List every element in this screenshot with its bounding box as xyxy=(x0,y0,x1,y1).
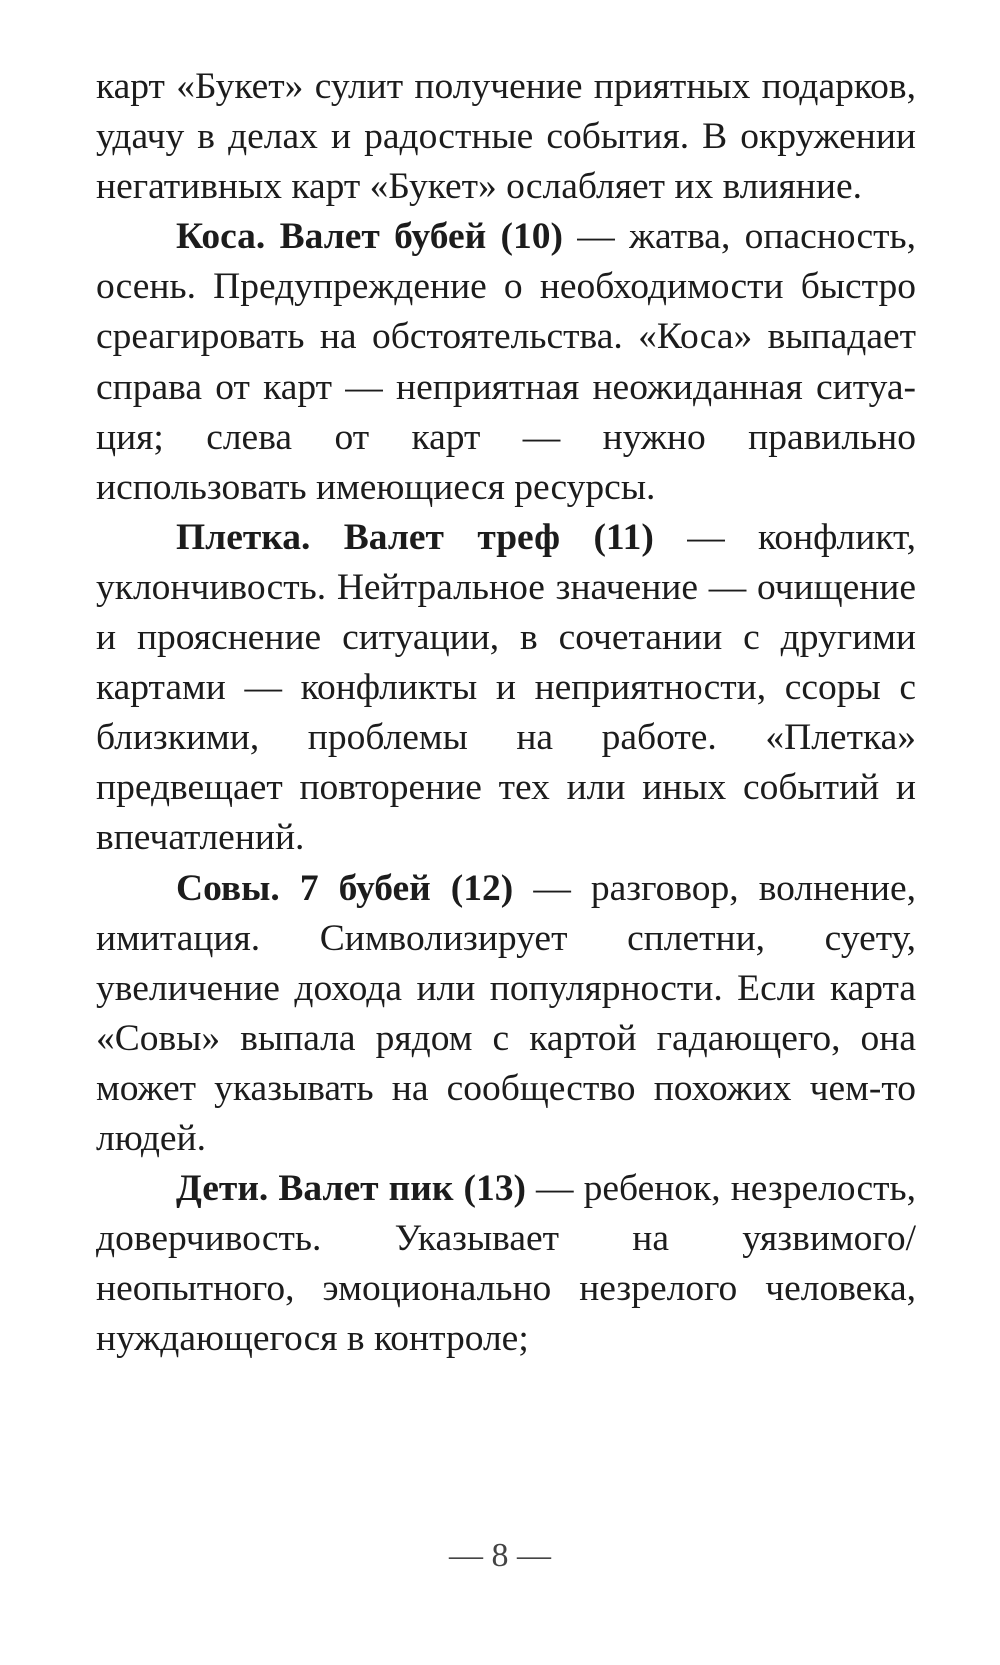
page-text xyxy=(96,62,916,1364)
paragraph-bouquet-continuation xyxy=(96,62,916,212)
paragraph-text: карт «Букет» сулит получение приятных подарков, удачу в делах и радостные события. В окружении негативных карт «Букет» ослабляет их влияние. xyxy=(96,66,916,208)
paragraph-whip xyxy=(96,513,916,864)
paragraph-term: Коса. Валет бубей (10) xyxy=(176,216,563,258)
paragraph-term: Совы. 7 бубей (12) xyxy=(176,867,514,909)
paragraph-text: — конфликт, уклончивость. Нейтральное значение — очищение и прояснение ситуации, в сочетании с другими картами — конфликты и неприятности, ссоры с близкими, проблемы на работе. «Плетка» предвещает повторение тех или иных событий и впечатлений. xyxy=(96,516,916,859)
paragraph-text: — жатва, опасность, осень. Предупреждение о необходимости быстро среагировать на обстоятельства. «Коса» выпадает справа от карт — неприятная неожиданная ситуация; слева от карт — нужно правильно использовать имеющиеся ресурсы. xyxy=(96,216,917,508)
paragraph-owls xyxy=(96,864,916,1165)
paragraph-text: — ребенок, незрелость, доверчивость. Указывает на уязвимого/неопытного, эмоционально незрелого человека, нуждающегося в контроле; xyxy=(96,1168,916,1360)
paragraph-children xyxy=(96,1164,916,1364)
paragraph-term: Дети. Валет пик (13) xyxy=(176,1168,526,1210)
paragraph-term: Плетка. Валет треф (11) xyxy=(176,516,654,558)
paragraph-text: — разговор, волнение, имитация. Символизирует сплетни, суету, увеличение дохода или популярности. Если карта «Совы» выпала рядом с картой гадающего, она может указывать на сообщество похожих чем-то людей. xyxy=(96,867,916,1159)
page-number: — 8 — xyxy=(449,1537,551,1574)
paragraph-scythe xyxy=(96,212,916,513)
